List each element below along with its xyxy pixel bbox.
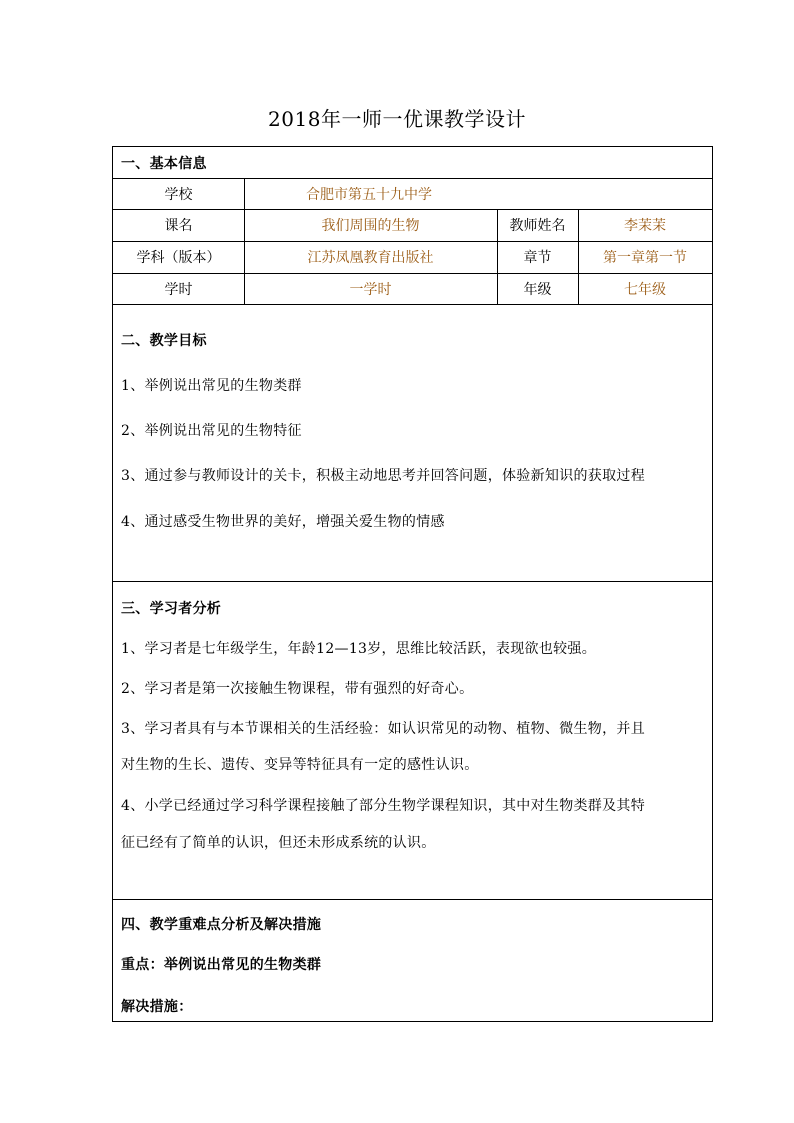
- course-label: 课名: [164, 218, 193, 234]
- school-label: 学校: [164, 186, 193, 203]
- hours-value: 一学时: [349, 281, 392, 298]
- learner-line: 2、学习者是第一次接触生物课程，带有强烈的好奇心。: [121, 681, 474, 697]
- keypoints-heading: 四、教学重难点分析及解决措施: [121, 917, 322, 933]
- section-divider: [113, 581, 712, 582]
- learner-line: 1、学习者是七年级学生，年龄12—13岁，思维比较活跃，表现欲也较强。: [121, 641, 597, 657]
- teacher-label: 教师姓名: [509, 218, 566, 234]
- subject-value: 江苏凤凰教育出版社: [307, 250, 434, 266]
- learner-line: 3、学习者具有与本节课相关的生活经验：如认识常见的动物、植物、微生物，并且: [121, 721, 646, 737]
- course-value: 我们周围的生物: [321, 218, 420, 234]
- goal-item: 3、通过参与教师设计的关卡，积极主动地思考并回答问题，体验新知识的获取过程: [121, 468, 646, 484]
- hours-label: 学时: [164, 281, 193, 298]
- learner-line: 对生物的生长、遗传、变异等特征具有一定的感性认识。: [121, 757, 479, 773]
- document-title: 2018年一师一优课教学设计: [268, 107, 526, 131]
- grade-label: 年级: [523, 281, 552, 298]
- divider: [113, 304, 712, 305]
- learner-line: 征已经有了简单的认识，但还未形成系统的认识。: [121, 835, 436, 851]
- chapter-label: 章节: [523, 250, 552, 266]
- chapter-value: 第一章第一节: [603, 250, 687, 266]
- teacher-value: 李茉茉: [624, 218, 666, 234]
- learner-line: 4、小学已经通过学习科学课程接触了部分生物学课程知识，其中对生物类群及其特: [121, 798, 646, 814]
- goal-item: 2、举例说出常见的生物特征: [121, 423, 302, 439]
- grade-value: 七年级: [624, 281, 666, 298]
- focus-text: 重点：举例说出常见的生物类群: [121, 957, 322, 973]
- basic-info-heading: 一、基本信息: [121, 156, 207, 172]
- goals-heading: 二、教学目标: [121, 333, 207, 349]
- section-divider: [113, 899, 712, 900]
- subject-label: 学科（版本）: [136, 250, 221, 266]
- learners-heading: 三、学习者分析: [121, 601, 222, 617]
- lesson-design-table: [112, 146, 713, 1022]
- measures-label: 解决措施：: [121, 999, 193, 1015]
- goal-item: 1、举例说出常见的生物类群: [121, 378, 302, 394]
- school-value: 合肥市第五十九中学: [306, 186, 432, 203]
- goal-item: 4、通过感受生物世界的美好，增强关爱生物的情感: [121, 514, 445, 530]
